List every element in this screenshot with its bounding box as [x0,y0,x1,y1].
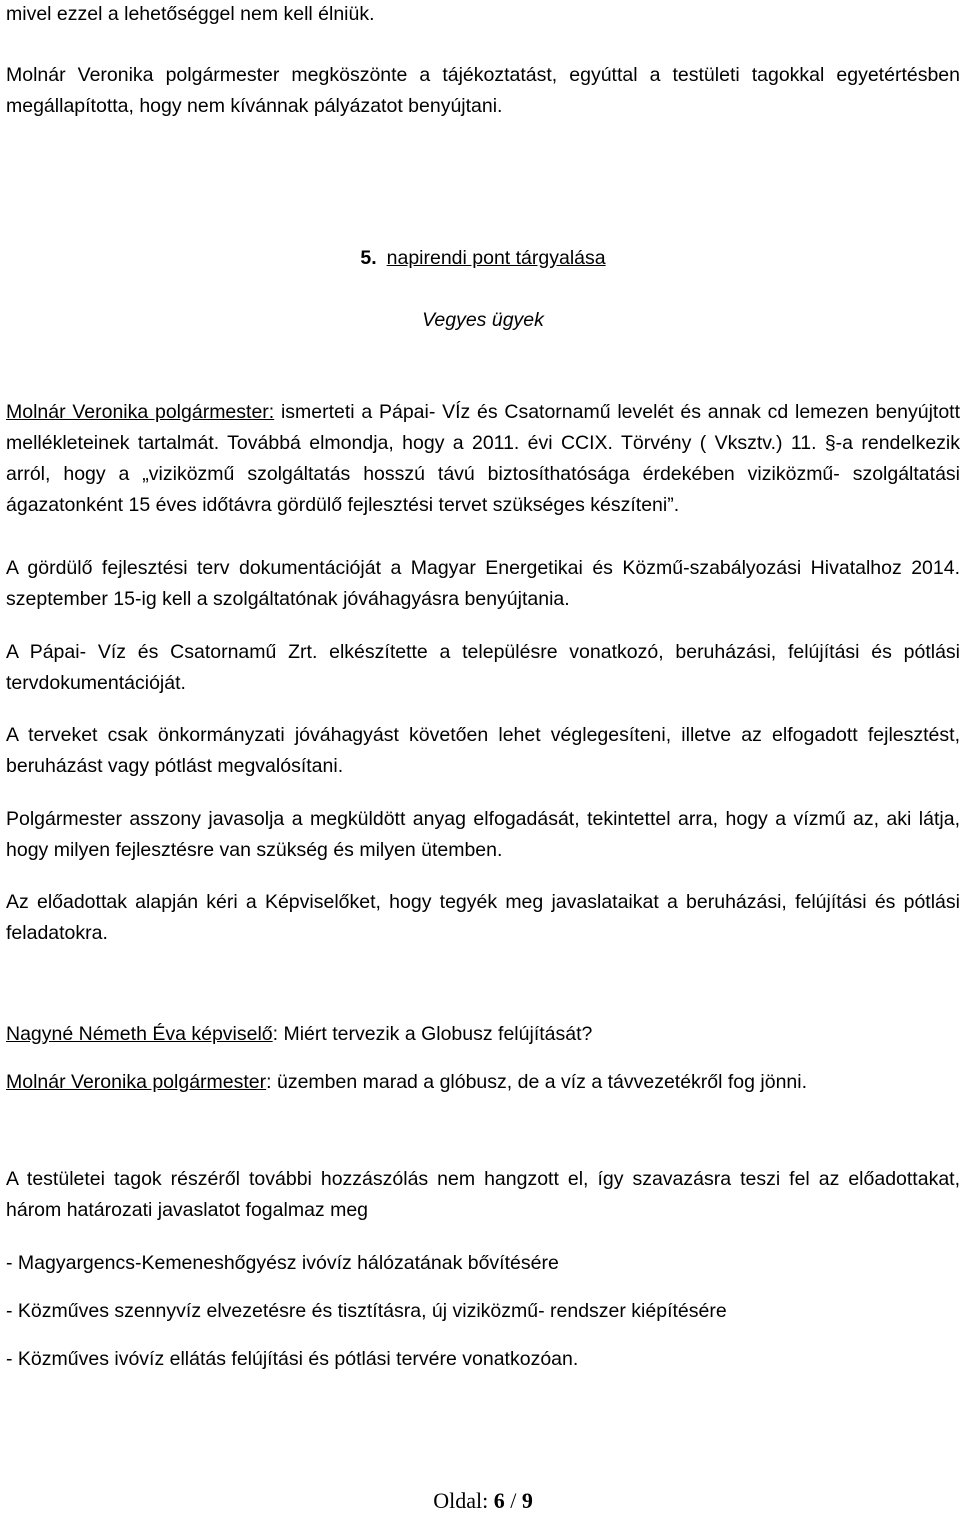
vote-paragraph: A testületei tagok részéről további hozzászólás nem hangzott el, így szavazásra teszi fel az előadottakat, három határozati javaslatot fogalmaz meg [6,1168,960,1221]
plan-paragraph: A gördülő fejlesztési terv dokumentációját a Magyar Energetikai és Közmű-szabályozási Hivatalhoz 2014. szeptember 15-ig kell a szolgáltatónak jóváhagyásra benyújtania. [6,557,960,610]
plans-paragraph: A terveket csak önkormányzati jóváhagyást követően lehet véglegesíteni, illetve az elfogadott fejlesztést, beruházást vagy pótlást megvalósítani. [6,724,960,777]
section-title: napirendi pont tárgyalása [386,247,606,269]
total-pages-number: 9 [521,1488,533,1513]
list-item: - Közműves ivóvíz ellátás felújítási és pótlási tervére vonatkozóan. [6,1348,579,1370]
current-page-number: 6 [493,1488,505,1513]
decision-paragraph: Molnár Veronika polgármester megköszönte a tájékoztatást, egyúttal a testületi tagokkal egyetértésben megállapította, hogy nem kívánnak pályázatot benyújtani. [6,64,960,117]
document-page [6,0,960,1515]
answer-text: : üzemben marad a glóbusz, de a víz a távvezetékről fog jönni. [266,1071,808,1093]
request-paragraph: Az előadottak alapján kéri a Képviselőket, hogy tegyék meg javaslataikat a beruházási, felújítási és pótlási feladatokra. [6,891,960,944]
page-label: Oldal: [433,1488,494,1513]
answer-line [6,1067,960,1098]
page-separator: / [504,1488,522,1513]
section-number: 5. [360,247,377,269]
question-text: : Miért tervezik a Globusz felújítását? [272,1023,593,1045]
section-heading [6,243,960,274]
speaker-name: Molnár Veronika polgármester: [6,401,275,423]
subsection-title: Vegyes ügyek [422,309,544,331]
question-line [6,1019,960,1050]
speaker-paragraph [6,397,960,521]
proposal-paragraph: Polgármester asszony javasolja a megküldött anyag elfogadását, tekintettel arra, hogy a vízmű az, aki látja, hogy milyen fejlesztésre van szükség és milyen ütemben. [6,808,960,861]
speaker-text: ismerteti a Pápai- VÍz és Csatornamű levelét és annak cd lemezen benyújtott mellékleteinek tartalmát. Továbbá elmondja, hogy a 2011. évi CCIX. Törvény ( Vksztv.) 11. §-a rendelkezik arról, hogy a „viziközmű szolgáltatás hosszú távú biztosíthatósága érdekében viziközmű- szolgáltatási ágazatonként 15 éves időtávra gördülő fejlesztési tervet szükséges készíteni”. [6,401,960,516]
papai-paragraph: A Pápai- Víz és Csatornamű Zrt. elkészítette a településre vonatkozó, beruházási, felújítási és pótlási tervdokumentációját. [6,641,960,694]
intro-line: mivel ezzel a lehetőséggel nem kell élniük. [6,3,375,25]
answer-speaker: Molnár Veronika polgármester [6,1071,267,1093]
question-speaker: Nagyné Németh Éva képviselő [6,1023,273,1045]
page-footer [6,1485,960,1516]
list-item: - Közműves szennyvíz elvezetésre és tisztításra, új viziközmű- rendszer kiépítésére [6,1300,727,1322]
list-item: - Magyargencs-Kemeneshőgyész ivóvíz hálózatának bővítésére [6,1252,559,1274]
